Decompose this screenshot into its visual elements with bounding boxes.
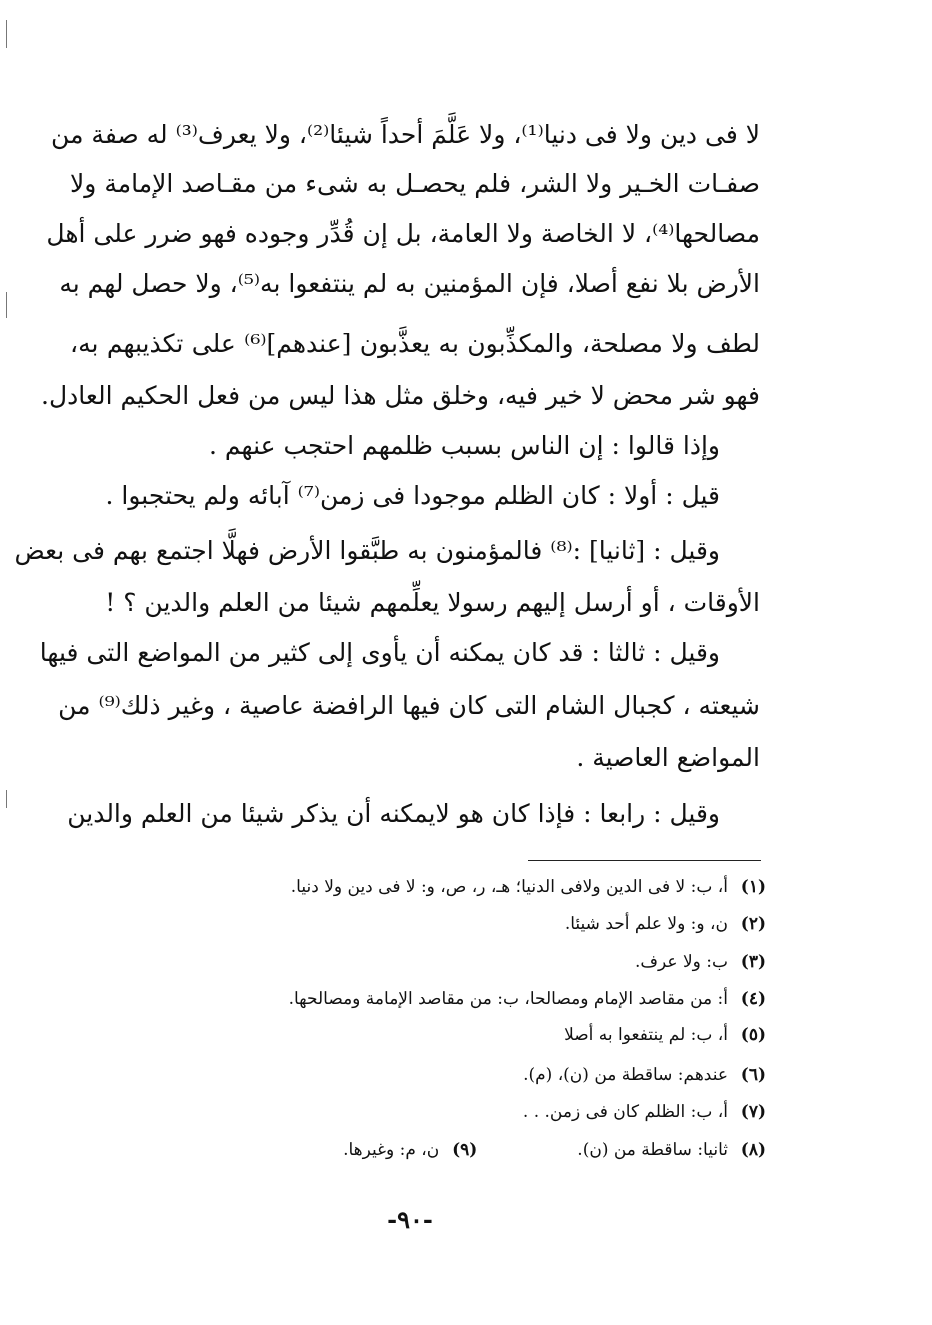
body-line: وقيل : ثالثا : قد كان يمكنه أن يأوى إلى كثير من المواضع التى فيها [39, 638, 720, 667]
scan-edge-mark [6, 790, 7, 808]
footnote-text: عندهم: ساقطة من (ن)، (م). [523, 1065, 728, 1085]
footnote [180, 982, 766, 1016]
footnote [180, 1133, 766, 1167]
body-line: لا فى دين ولا فى دنيا⁽¹⁾، ولا عَلَّمَ أحداً شيئا⁽²⁾، ولا يعرف⁽³⁾ له صفة من [51, 120, 760, 149]
footnote [180, 907, 766, 941]
page-number: -٩٠- [387, 1205, 433, 1234]
body-line: الأرض بلا نفع أصلا، فإن المؤمنين به لم ينتفعوا به⁽⁵⁾، ولا حصل لهم به [59, 269, 760, 298]
footnote-number: (٣) [740, 952, 766, 972]
footnote-number: (٧) [740, 1102, 766, 1122]
footnote-number: (٨) [740, 1140, 766, 1160]
footnote-number: (٥) [740, 1025, 766, 1045]
footnote-number: (١) [740, 877, 766, 897]
body-line: وقيل : رابعا : فإذا كان هو لايمكنه أن يذكر شيئا من العلم والدين [67, 799, 720, 828]
footnote-text: أ، ب: لم ينتفعوا به أصلا [564, 1025, 728, 1045]
body-line: المواضع العاصية . [576, 743, 760, 772]
footnote-text: أ، ب: لا فى الدين ولافى الدنيا؛ هـ، ر، ص، و: لا فى دين ولا دنيا. [290, 877, 728, 897]
footnote-text: أ: من مقاصد الإمام ومصالحا، ب: من مقاصد الإمامة ومصالحها. [288, 989, 728, 1009]
footnote-text: ن، و: ولا علم أحد شيئا. [564, 914, 728, 934]
body-line: مصالحها⁽⁴⁾، لا الخاصة ولا العامة، بل إن قُدِّر وجوده فهو ضرر على أهل [46, 219, 760, 248]
body-line: الأوقات ، أو أرسل إليهم رسولا يعلِّمهم شيئا من العلم والدين ؟ ! [105, 588, 760, 617]
footnote-number: (٤) [740, 989, 766, 1009]
footnote [180, 1058, 766, 1092]
footnote-number: (٦) [740, 1065, 766, 1085]
body-line: صفـات الخـير ولا الشر، فلم يحصـل به شىء من مقـاصد الإمامة ولا [70, 169, 760, 198]
body-line: وإذا قالوا : إن الناس بسبب ظلمهم احتجب عنهم . [209, 431, 720, 460]
footnote [180, 1095, 766, 1129]
footnote-number: (٢) [740, 914, 766, 934]
body-line: شيعته ، كجبال الشام التى كان فيها الرافضة عاصية ، وغير ذلك⁽⁹⁾ من [58, 691, 760, 720]
footnote [180, 1018, 766, 1052]
footnote-separator [528, 860, 761, 861]
body-line: وقيل : [ثانيا] :⁽⁸⁾ فالمؤمنون به طبَّقوا الأرض فهلَّا اجتمع بهم فى بعض [14, 536, 720, 565]
footnote-text: ن، م: وغيرها. [343, 1140, 440, 1160]
footnote [180, 945, 766, 979]
footnote-number: (٩) [452, 1140, 478, 1160]
scan-edge-mark [6, 20, 7, 48]
body-line: فهو شر محض لا خير فيه، وخلق مثل هذا ليس من فعل الحكيم العادل. [41, 381, 760, 410]
body-line: لطف ولا مصلحة، والمكذِّبون به يعذَّبون [عندهم]⁽⁶⁾ على تكذيبهم به، [70, 329, 760, 358]
body-line: قيل : أولا : كان الظلم موجودا فى زمن⁽⁷⁾ آبائه ولم يحتجبوا . [105, 481, 720, 510]
footnote-text: ثانيا: ساقطة من (ن). [577, 1140, 728, 1160]
footnote [180, 870, 766, 904]
footnote-text: ب: ولا عرف. [635, 952, 728, 972]
scan-edge-mark [6, 292, 7, 318]
footnote-text: أ، ب: الظلم كان فى زمن. . . [522, 1102, 728, 1122]
